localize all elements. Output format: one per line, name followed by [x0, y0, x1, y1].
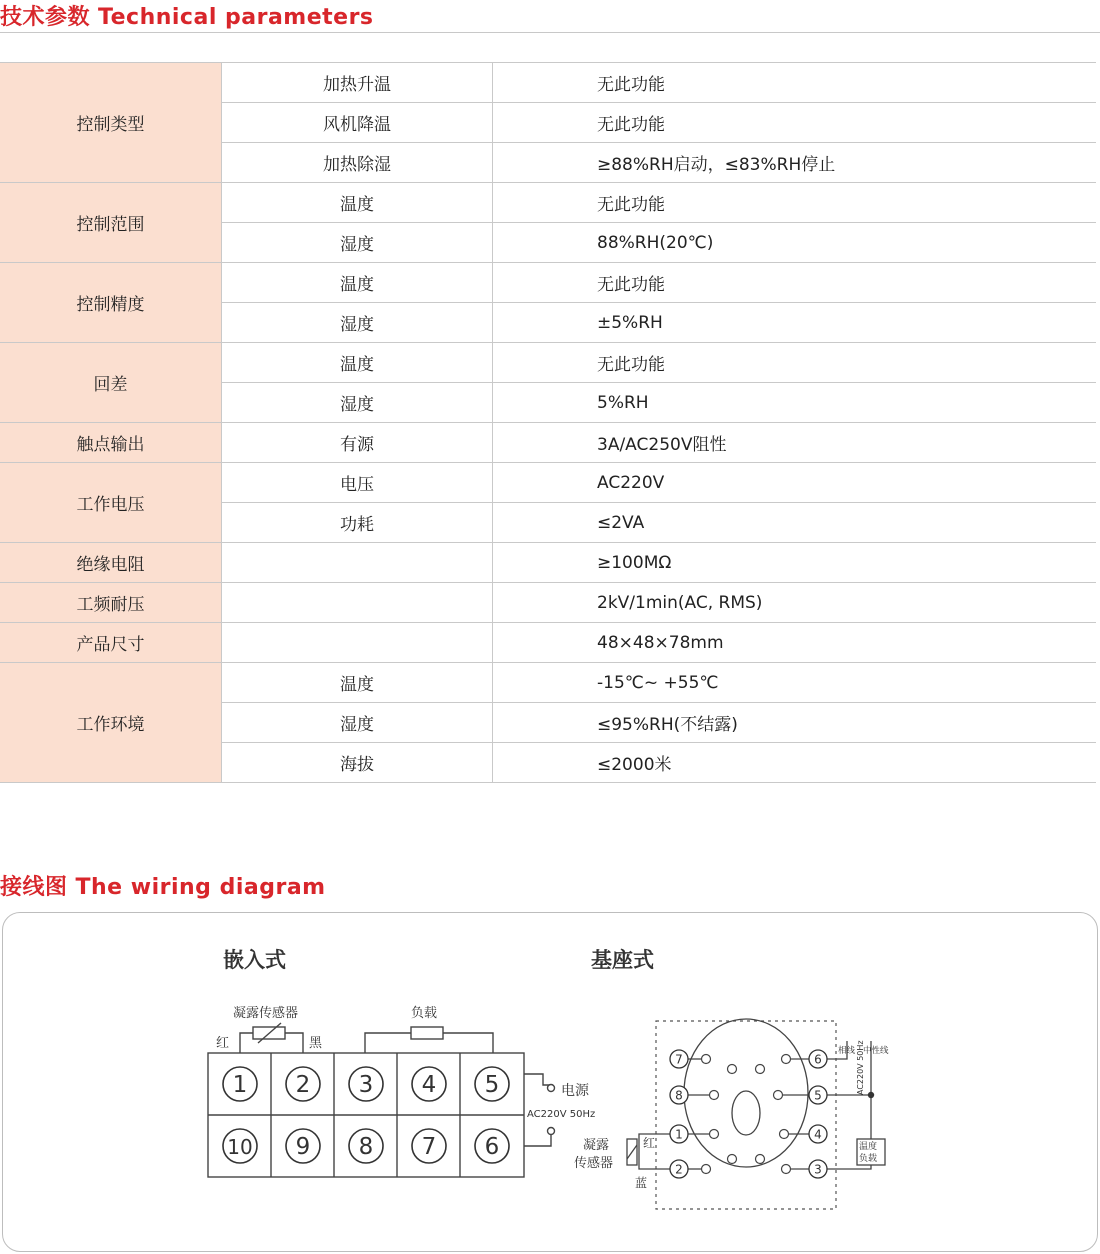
value-cell: 无此功能	[493, 263, 1097, 303]
power-terminal-icon	[548, 1085, 555, 1092]
category-cell: 触点输出	[0, 423, 222, 463]
subcategory-cell: 加热升温	[222, 63, 493, 103]
load-resistor-icon	[411, 1027, 443, 1039]
category-cell: 工作环境	[0, 663, 222, 783]
terminal-number: 6	[484, 1134, 500, 1160]
value-cell: ≤95%RH(不结露)	[493, 703, 1097, 743]
pin-number: 5	[814, 1088, 822, 1103]
pin-number: 7	[675, 1052, 683, 1067]
table-row	[0, 663, 1096, 703]
terminal-number: 2	[295, 1072, 311, 1098]
value-cell: 无此功能	[493, 103, 1097, 143]
socket-outline	[656, 1021, 836, 1209]
technical-parameters-title	[0, 0, 374, 31]
base-red-label: 红	[643, 1136, 656, 1150]
pin-number: 6	[814, 1052, 822, 1067]
subcategory-cell: 风机降温	[222, 103, 493, 143]
pin-number: 2	[675, 1162, 683, 1177]
parameters-table	[0, 62, 1096, 783]
value-cell: 无此功能	[493, 183, 1097, 223]
subcategory-cell	[222, 583, 493, 623]
socket-ellipse	[684, 1019, 808, 1167]
supply-label: AC220V 50Hz	[527, 1109, 596, 1120]
table-row	[0, 463, 1096, 503]
neutral-label: 中性线	[863, 1046, 889, 1056]
category-cell: 工作电压	[0, 463, 222, 543]
table-row	[0, 63, 1096, 103]
terminal-number: 9	[295, 1134, 311, 1160]
value-cell: 48×48×78mm	[493, 623, 1097, 663]
base-sensor-line2: 传感器	[574, 1156, 614, 1171]
subcategory-cell: 湿度	[222, 383, 493, 423]
red-label: 红	[216, 1036, 230, 1051]
subcategory-cell: 湿度	[222, 703, 493, 743]
terminal-number: 7	[421, 1134, 437, 1160]
embedded-title: 嵌入式	[223, 948, 286, 972]
terminal-number: 8	[358, 1134, 374, 1160]
subcategory-cell: 温度	[222, 663, 493, 703]
value-cell: ≥100MΩ	[493, 543, 1097, 583]
pin-number: 3	[814, 1162, 822, 1177]
category-cell: 控制精度	[0, 263, 222, 343]
pin-group	[670, 1050, 827, 1178]
value-cell: 无此功能	[493, 343, 1097, 383]
value-cell: ±5%RH	[493, 303, 1097, 343]
value-cell: ≤2000米	[493, 743, 1097, 783]
socket-key	[732, 1091, 760, 1135]
pin-number: 8	[675, 1088, 683, 1103]
load-line2: 负载	[859, 1154, 878, 1164]
table-row	[0, 583, 1096, 623]
load-label: 负载	[411, 1006, 438, 1021]
value-cell: 2kV/1min(AC, RMS)	[493, 583, 1097, 623]
junction-dot	[868, 1092, 874, 1098]
value-cell: ≤2VA	[493, 503, 1097, 543]
subcategory-cell: 温度	[222, 263, 493, 303]
base-sensor-line1: 凝露	[583, 1138, 610, 1153]
subcategory-cell: 温度	[222, 183, 493, 223]
load-line1: 温度	[859, 1142, 878, 1152]
subcategory-cell: 海拔	[222, 743, 493, 783]
subcategory-cell: 湿度	[222, 303, 493, 343]
base-blue-label: 蓝	[635, 1176, 648, 1190]
value-cell: -15℃~ +55℃	[493, 663, 1097, 703]
terminal-number: 4	[421, 1072, 437, 1098]
base-title: 基座式	[591, 948, 654, 972]
value-cell: ≥88%RH启动，≤83%RH停止	[493, 143, 1097, 183]
category-cell: 回差	[0, 343, 222, 423]
phase-label: 相线	[838, 1046, 856, 1056]
category-cell: 绝缘电阻	[0, 543, 222, 583]
subcategory-cell	[222, 543, 493, 583]
black-label: 黑	[309, 1036, 323, 1051]
wiring-diagram-panel	[2, 912, 1098, 1252]
value-cell: 88%RH(20℃)	[493, 223, 1097, 263]
terminal-number: 1	[232, 1072, 248, 1098]
category-cell: 产品尺寸	[0, 623, 222, 663]
title-en: The wiring diagram	[75, 875, 326, 900]
table-row	[0, 543, 1096, 583]
wiring-diagram	[3, 913, 1099, 1253]
pin-number: 1	[675, 1127, 683, 1142]
subcategory-cell: 加热除湿	[222, 143, 493, 183]
value-cell: AC220V	[493, 463, 1097, 503]
subcategory-cell: 温度	[222, 343, 493, 383]
value-cell: 3A/AC250V阻性	[493, 423, 1097, 463]
table-row	[0, 263, 1096, 303]
terminal-number: 5	[484, 1072, 500, 1098]
table-row	[0, 623, 1096, 663]
base-wires	[627, 1041, 885, 1169]
terminal-number: 3	[358, 1072, 374, 1098]
value-cell: 无此功能	[493, 63, 1097, 103]
title-en: Technical parameters	[98, 5, 374, 30]
base-supply-label: AC220V 50Hz	[856, 1040, 865, 1095]
subcategory-cell: 有源	[222, 423, 493, 463]
subcategory-cell: 功耗	[222, 503, 493, 543]
sensor-label: 凝露传感器	[233, 1006, 299, 1021]
wiring-diagram-title	[0, 870, 326, 901]
category-cell: 控制范围	[0, 183, 222, 263]
power-terminal-icon	[548, 1128, 555, 1135]
pin-number: 4	[814, 1127, 822, 1142]
value-cell: 5%RH	[493, 383, 1097, 423]
table-row	[0, 423, 1096, 463]
table-row	[0, 343, 1096, 383]
socket-holes	[702, 1055, 791, 1174]
subcategory-cell	[222, 623, 493, 663]
power-label: 电源	[561, 1083, 589, 1099]
terminal-number: 10	[227, 1135, 253, 1159]
title-cn: 技术参数	[0, 5, 91, 30]
table-row	[0, 183, 1096, 223]
title-cn: 接线图	[0, 875, 68, 900]
category-cell: 控制类型	[0, 63, 222, 183]
category-cell: 工频耐压	[0, 583, 222, 623]
subcategory-cell: 湿度	[222, 223, 493, 263]
subcategory-cell: 电压	[222, 463, 493, 503]
divider	[0, 32, 1100, 33]
